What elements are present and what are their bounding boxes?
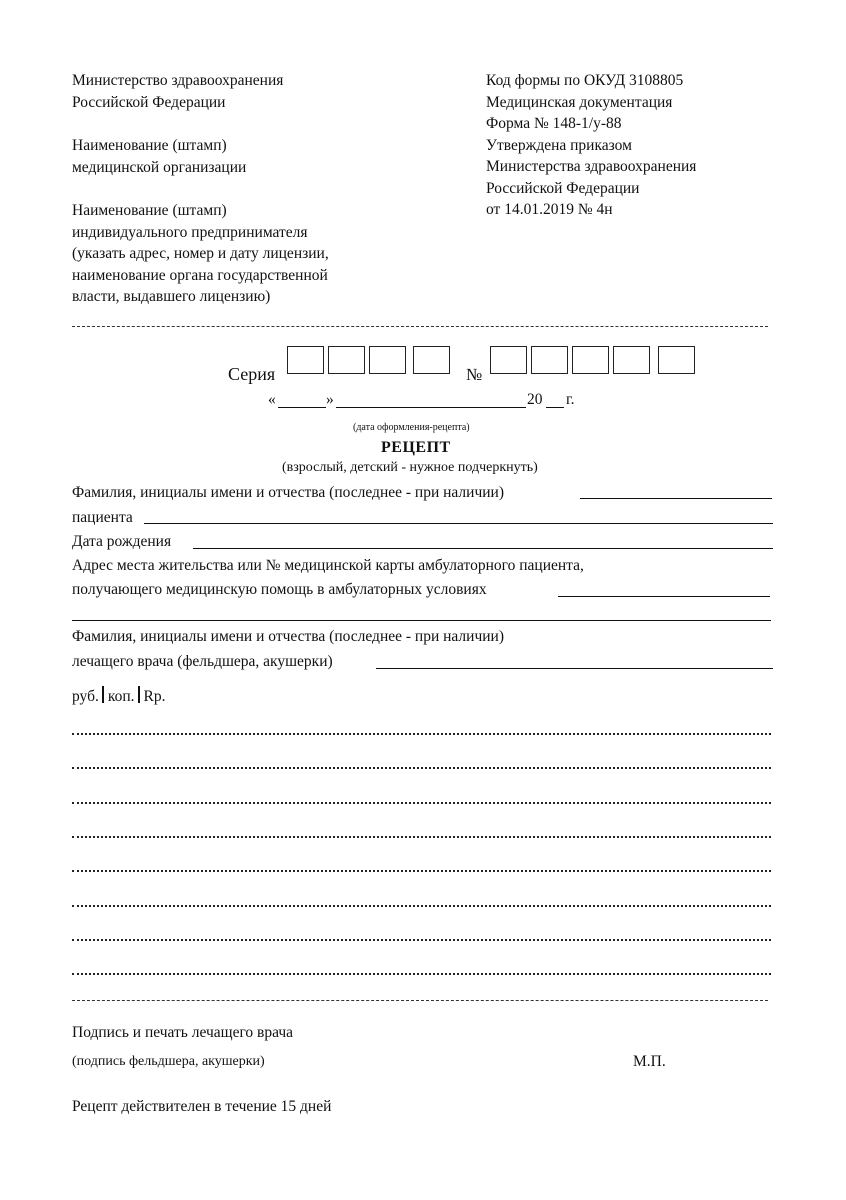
series-label: Серия	[228, 364, 276, 384]
page-title: РЕЦЕПТ	[381, 439, 451, 456]
form-number: Форма № 148-1/у-88	[486, 115, 622, 132]
date-open-quote: «	[268, 391, 276, 408]
entrepreneur-line-1: Наименование (штамп)	[72, 202, 227, 219]
org-stamp-line-2: медицинской организации	[72, 158, 247, 176]
entrepreneur-line-3: (указать адрес, номер и дату лицензии,	[72, 245, 329, 262]
address-label-2: получающего медицинскую помощь в амбулаторных условиях	[72, 581, 487, 598]
address-field-2[interactable]	[72, 620, 771, 621]
rx-divider-1	[102, 686, 104, 703]
entrepreneur-line-2: индивидуального предпринимателя	[72, 223, 308, 241]
okud-code: Код формы по ОКУД 3108805	[486, 72, 684, 89]
date-month-field[interactable]	[336, 407, 526, 408]
rx-line-3[interactable]	[72, 802, 771, 804]
rub-label: руб.	[72, 688, 99, 705]
org-stamp-block	[72, 135, 246, 178]
number-box-3[interactable]	[572, 346, 609, 374]
ministry-line-2: Российской Федерации	[72, 93, 226, 111]
birth-date-field[interactable]	[193, 548, 773, 549]
date-year-suffix: г.	[566, 391, 575, 408]
approved-country: Российской Федерации	[486, 179, 640, 197]
form-code-block	[486, 70, 696, 221]
order-date: от 14.01.2019 № 4н	[486, 201, 613, 218]
med-doc-label: Медицинская документация	[486, 93, 673, 111]
doctor-name-field[interactable]	[376, 668, 773, 669]
date-close-quote: »	[326, 391, 334, 408]
number-box-4[interactable]	[613, 346, 650, 374]
ministry-line-1: Министерство здравоохранения	[72, 72, 284, 89]
rx-line-1[interactable]	[72, 733, 771, 735]
date-year-prefix: 20	[527, 391, 543, 408]
series-box-4[interactable]	[413, 346, 450, 374]
number-box-5[interactable]	[658, 346, 695, 374]
page-subtitle: (взрослый, детский - нужное подчеркнуть)	[282, 460, 538, 475]
rx-line-8[interactable]	[72, 973, 771, 975]
approved-ministry: Министерства здравоохранения	[486, 158, 697, 175]
patient-name-label-1: Фамилия, инициалы имени и отчества (последнее - при наличии)	[72, 484, 505, 501]
date-year-field[interactable]	[546, 407, 564, 408]
doctor-name-label-1: Фамилия, инициалы имени и отчества (последнее - при наличии)	[72, 628, 505, 645]
entrepreneur-line-4: наименование органа государственной	[72, 266, 328, 284]
entrepreneur-line-5: власти, выдавшего лицензию)	[72, 288, 271, 305]
doctor-name-label-2: лечащего врача (фельдшера, акушерки)	[72, 653, 333, 670]
series-box-1[interactable]	[287, 346, 324, 374]
rx-line-2[interactable]	[72, 767, 771, 769]
series-box-2[interactable]	[328, 346, 365, 374]
approved-by: Утверждена приказом	[486, 136, 632, 154]
rx-header	[72, 686, 166, 708]
stamp-place: М.П.	[633, 1053, 666, 1070]
address-field-1[interactable]	[558, 596, 770, 597]
number-label: №	[466, 365, 483, 384]
address-label-1: Адрес места жительства или № медицинской карты амбулаторного пациента,	[72, 557, 584, 574]
rx-line-5[interactable]	[72, 870, 771, 872]
patient-name-label-2: пациента	[72, 509, 133, 526]
number-box-2[interactable]	[531, 346, 568, 374]
rx-line-4[interactable]	[72, 836, 771, 838]
rp-label: Rp.	[143, 688, 166, 705]
validity-note: Рецепт действителен в течение 15 дней	[72, 1098, 332, 1115]
entrepreneur-stamp-block	[72, 200, 329, 308]
rx-line-6[interactable]	[72, 905, 771, 907]
date-caption: (дата оформления-рецепта)	[353, 422, 470, 433]
rx-divider-2	[138, 686, 140, 703]
date-day-field[interactable]	[278, 407, 326, 408]
series-box-3[interactable]	[369, 346, 406, 374]
signature-label: Подпись и печать лечащего врача	[72, 1024, 294, 1041]
cut-line-bottom	[72, 1000, 768, 1001]
org-stamp-line-1: Наименование (штамп)	[72, 137, 227, 154]
signature-note: (подпись фельдшера, акушерки)	[72, 1054, 265, 1069]
cut-line-top	[72, 326, 768, 327]
patient-name-field-2[interactable]	[144, 523, 773, 524]
birth-date-label: Дата рождения	[72, 533, 172, 550]
number-box-1[interactable]	[490, 346, 527, 374]
rx-line-7[interactable]	[72, 939, 771, 941]
patient-name-field-1[interactable]	[580, 498, 772, 499]
ministry-block	[72, 70, 283, 113]
kop-label: коп.	[107, 688, 135, 705]
